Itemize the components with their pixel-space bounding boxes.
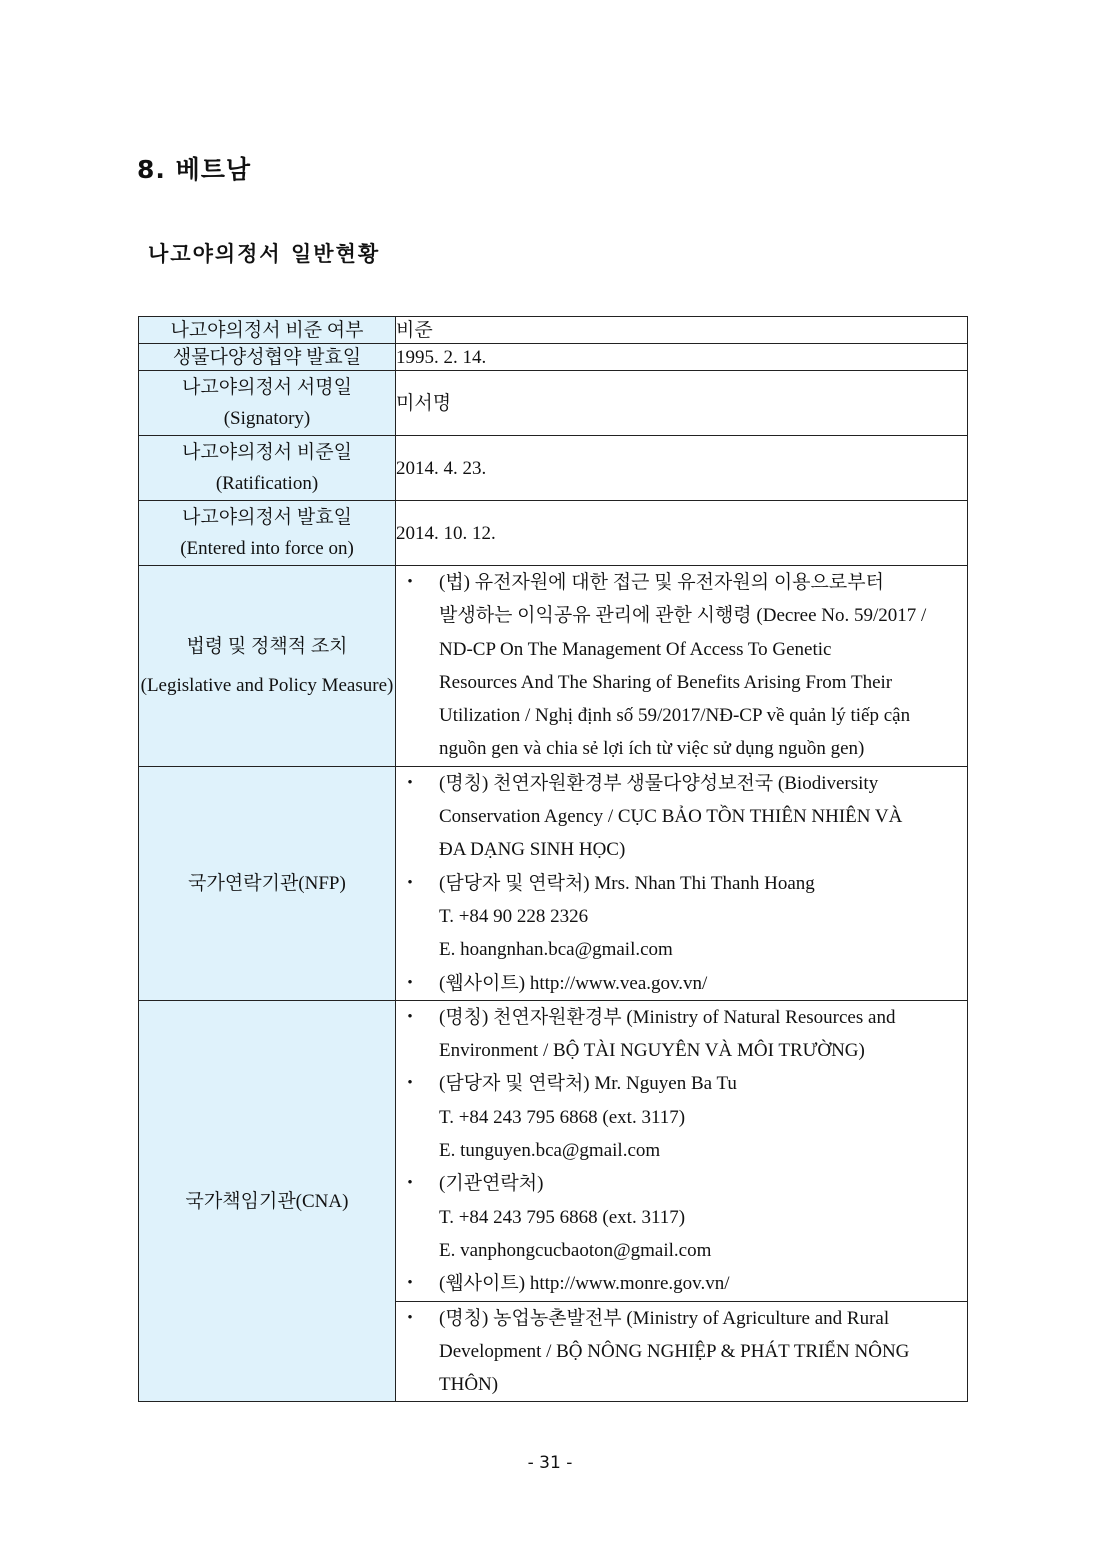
cna-list-1: [396, 1001, 967, 1301]
bullet-icon: •: [407, 1008, 413, 1025]
label-nfp: 국가연락기관(NFP): [139, 766, 396, 1000]
bullet-icon: •: [407, 774, 413, 791]
item-line: THÔN): [439, 1374, 499, 1396]
row-ratification: [139, 436, 968, 501]
label-legislative-ko: 법령 및 정책적 조치: [186, 635, 348, 657]
section-heading: 8. 베트남: [137, 155, 252, 184]
row-signatory: [139, 371, 968, 436]
list-item: [396, 1267, 967, 1300]
page-number: - 31 -: [527, 1453, 573, 1473]
row-ratification-status: [139, 317, 968, 344]
item-line: (법) 유전자원에 대한 접근 및 유전자원의 이용으로부터: [439, 572, 884, 593]
item-line: (담당자 및 연락처) Mrs. Nhan Thi Thanh Hoang: [439, 872, 815, 894]
item-line: (명칭) 천연자원환경부 생물다양성보전국 (Biodiversity: [439, 772, 879, 794]
bullet-icon: •: [407, 1075, 413, 1092]
item-line: ĐA DẠNG SINH HỌC): [439, 839, 626, 861]
section-subheading: 나고야의정서 일반현황: [148, 242, 381, 266]
item-line: T. +84 90 228 2326: [439, 905, 589, 927]
value-ratification: 2014. 4. 23.: [396, 436, 968, 501]
row-entry-into-force: [139, 501, 968, 566]
bullet-icon: •: [407, 574, 413, 590]
label-entry-into-force-en: (Entered into force on): [180, 538, 354, 559]
item-line: (담당자 및 연락처) Mr. Nguyen Ba Tu: [439, 1073, 737, 1095]
list-item: [396, 1067, 967, 1167]
bullet-icon: •: [407, 1275, 413, 1292]
list-item: [396, 967, 967, 1000]
value-cbd-entry: 1995. 2. 14.: [396, 344, 968, 371]
nagoya-status-table: [138, 316, 968, 1402]
label-signatory-en: (Signatory): [223, 408, 311, 429]
list-item: [396, 1302, 967, 1402]
label-signatory: [139, 371, 396, 436]
item-line: T. +84 243 795 6868 (ext. 3117): [439, 1106, 686, 1128]
row-legislative: [139, 566, 968, 767]
value-cna-1: [396, 1000, 968, 1301]
label-ratification: [139, 436, 396, 501]
label-signatory-ko: 나고야의정서 서명일: [182, 377, 352, 398]
item-line: (웹사이트) http://www.vea.gov.vn/: [439, 972, 708, 994]
value-entry-into-force: 2014. 10. 12.: [396, 501, 968, 566]
bullet-icon: •: [407, 874, 413, 891]
item-line: E. hoangnhan.bca@gmail.com: [439, 939, 673, 961]
value-nfp: [396, 766, 968, 1000]
list-item: [396, 566, 967, 766]
label-ratification-ko: 나고야의정서 비준일: [182, 442, 352, 463]
label-cna: 국가책임기관(CNA): [139, 1000, 396, 1402]
cna-list-2: [396, 1302, 967, 1402]
label-entry-into-force: [139, 501, 396, 566]
label-entry-into-force-ko: 나고야의정서 발효일: [182, 507, 352, 528]
item-line: Conservation Agency / CỤC BẢO TỒN THIÊN NHIÊN VÀ: [439, 806, 903, 828]
row-nfp: [139, 766, 968, 1000]
item-line: Utilization / Nghị định số 59/2017/NĐ-CP về quản lý tiếp cận: [439, 705, 911, 727]
item-line: T. +84 243 795 6868 (ext. 3117): [439, 1206, 686, 1228]
legislative-list: [396, 566, 967, 766]
row-cbd-entry: [139, 344, 968, 371]
item-line: 발생하는 이익공유 관리에 관한 시행령 (Decree No. 59/2017 /: [439, 605, 927, 627]
value-ratification-status: 비준: [396, 317, 968, 344]
item-line: (명칭) 천연자원환경부 (Ministry of Natural Resources and: [439, 1006, 896, 1028]
item-line: (명칭) 농업농촌발전부 (Ministry of Agriculture and Rural: [439, 1307, 890, 1329]
label-cbd-entry: 생물다양성협약 발효일: [139, 344, 396, 371]
item-line: ND-CP On The Management Of Access To Genetic: [439, 638, 832, 660]
item-line: Development / BỘ NÔNG NGHIỆP & PHÁT TRIỂN NÔNG: [439, 1340, 910, 1362]
item-line: E. tunguyen.bca@gmail.com: [439, 1140, 661, 1162]
item-line: nguồn gen và chia sẻ lợi ích từ việc sử dụng nguồn gen): [439, 738, 865, 760]
bullet-icon: •: [407, 974, 413, 991]
bullet-icon: •: [407, 1175, 413, 1192]
item-line: Environment / BỘ TÀI NGUYÊN VÀ MÔI TRƯỜNG): [439, 1040, 865, 1062]
list-item: [396, 1001, 967, 1068]
value-cna-2: [396, 1301, 968, 1402]
bullet-icon: •: [407, 1309, 413, 1326]
item-line: (웹사이트) http://www.monre.gov.vn/: [439, 1273, 730, 1295]
label-legislative-en: (Legislative and Policy Measure): [140, 674, 394, 696]
label-ratification-status: 나고야의정서 비준 여부: [139, 317, 396, 344]
item-line: E. vanphongcucbaoton@gmail.com: [439, 1239, 712, 1261]
label-ratification-en: (Ratification): [215, 473, 319, 494]
nfp-list: [396, 767, 967, 1000]
item-line: Resources And The Sharing of Benefits Arising From Their: [439, 671, 893, 693]
row-cna: [139, 1000, 968, 1301]
label-legislative: [139, 566, 396, 767]
list-item: [396, 767, 967, 867]
list-item: [396, 1167, 967, 1267]
list-item: [396, 867, 967, 967]
item-line: (기관연락처): [439, 1173, 544, 1195]
value-legislative: [396, 566, 968, 767]
value-signatory: 미서명: [396, 371, 968, 436]
